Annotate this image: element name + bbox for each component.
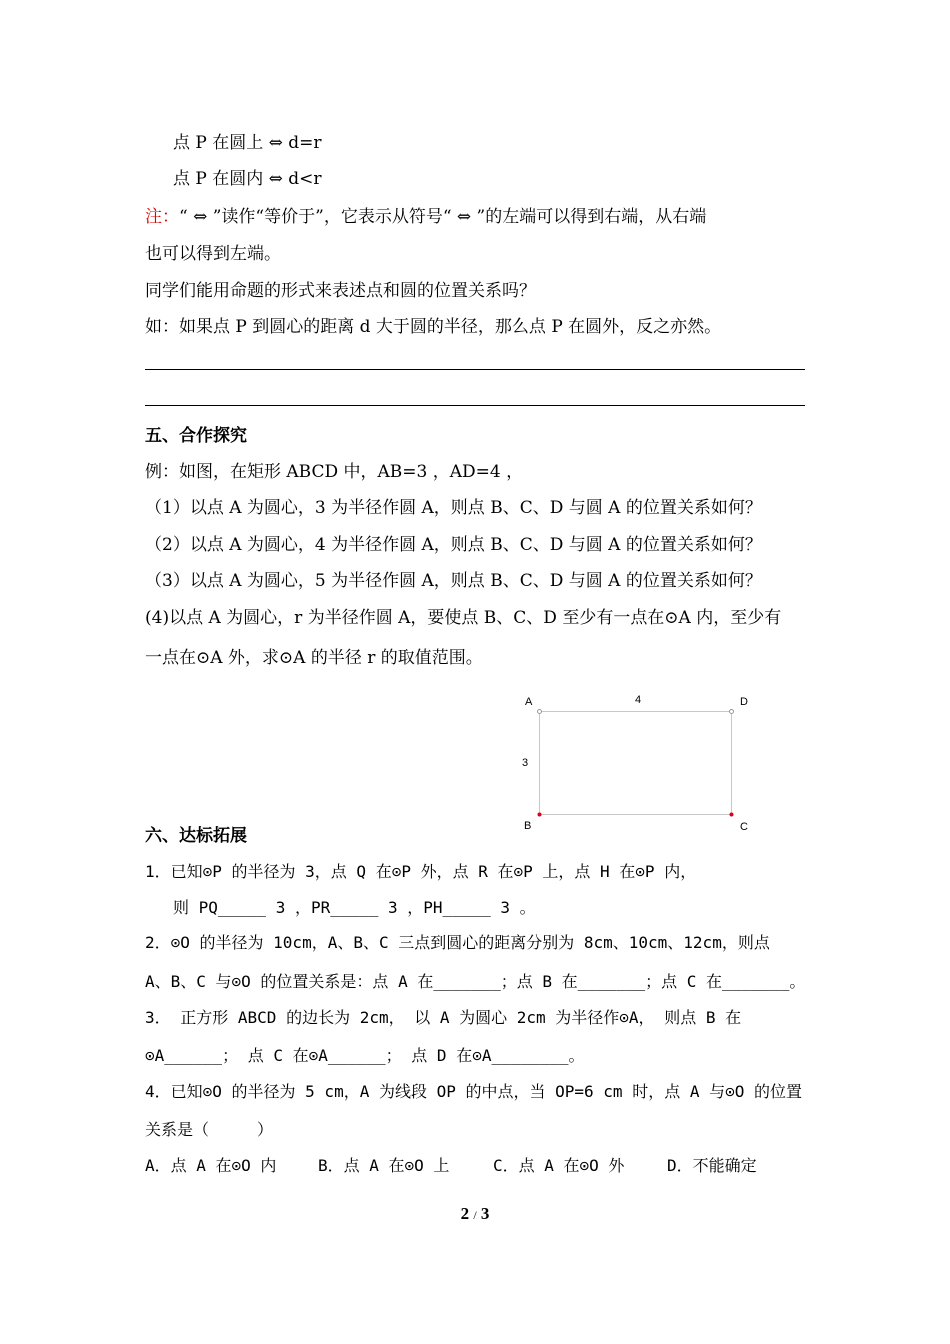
vertex-b-label: B [524,820,532,832]
problem-1-line-1: 1．已知⊙P 的半径为 3，点 Q 在⊙P 外，点 R 在⊙P 上，点 H 在⊙P 内， [145,862,697,881]
note-paragraph [145,206,706,228]
question-2: （2）以点 A 为圆心，4 为半径作圆 A，则点 B、C、D 与圆 A 的位置关系如何？ [145,535,762,555]
problem-3-line-2: ⊙A______； 点 C 在⊙A______； 点 D 在⊙A________。 [145,1046,585,1065]
rectangle-abcd-figure [510,685,770,835]
problem-4-line-2: 关系是（ ） [145,1120,274,1139]
vertex-d-point [730,710,734,714]
option-d: D．不能确定 [667,1156,757,1175]
question-3: （3）以点 A 为圆心，5 为半径作圆 A，则点 B、C、D 与圆 A 的位置关系如何？ [145,571,762,591]
side-ab-length-label: 3 [522,757,529,769]
proposition-example: 如：如果点 P 到圆心的距离 d 大于圆的半径，那么点 P 在圆外，反之亦然。 [145,317,722,337]
problem-4-line-1: 4．已知⊙O 的半径为 5 cm，A 为线段 OP 的中点，当 OP=6 cm 时，点 A 与⊙O 的位置 [145,1082,802,1101]
note-text-continued: 也可以得到左端。 [145,244,281,264]
answer-line-2 [145,405,805,406]
section-heading-extension: 六、达标拓展 [145,826,247,846]
page-total: 3 [480,1204,490,1223]
note-text: “ ⇔ ”读作“等价于”，它表示从符号“ ⇔ ”的左端可以得到右端，从右端 [179,207,707,227]
option-a: A．点 A 在⊙O 内 [145,1156,277,1175]
statement-in-circle: 点 P 在圆内 ⇔ d<r [173,169,322,189]
page-current: 2 [460,1204,470,1223]
option-b: B．点 A 在⊙O 上 [318,1156,450,1175]
option-c: C．点 A 在⊙O 外 [493,1156,625,1175]
problem-3-line-1: 3． 正方形 ABCD 的边长为 2cm， 以 A 为圆心 2cm 为半径作⊙A， 则点 B 在 [145,1008,742,1027]
problem-2-line-1: 2．⊙O 的半径为 10cm，A、B、C 三点到圆心的距离分别为 8cm、10cm、12cm，则点 [145,933,770,952]
rectangle-outline [540,712,732,815]
question-1: （1）以点 A 为圆心，3 为半径作圆 A，则点 B、C、D 与圆 A 的位置关系如何？ [145,498,762,518]
question-4-line-2: 一点在⊙A 外，求⊙A 的半径 r 的取值范围。 [145,648,483,668]
section-heading-cooperative-inquiry: 五、合作探究 [145,426,247,446]
answer-line-1 [145,369,805,370]
side-ad-length-label: 4 [635,694,642,706]
problem-2-line-2: A、B、C 与⊙O 的位置关系是：点 A 在_______；点 B 在_______；点 C 在_______。 [145,972,806,991]
statement-on-circle: 点 P 在圆上 ⇔ d=r [173,133,322,153]
problem-1-line-2: 则 PQ_____ 3 ，PR_____ 3 ，PH_____ 3 。 [173,898,536,917]
vertex-c-label: C [740,821,748,833]
proposition-question: 同学们能用命题的形式来表述点和圆的位置关系吗？ [145,281,536,301]
vertex-c-point [730,813,734,817]
example-statement: 例：如图，在矩形 ABCD 中，AB=3 ，AD=4 ， [145,462,524,482]
page-number [0,1204,950,1224]
vertex-d-label: D [740,696,748,708]
vertex-a-point [538,710,542,714]
vertex-a-label: A [525,696,533,708]
page-separator: / [473,1208,477,1222]
question-4-line-1: (4)以点 A 为圆心，r 为半径作圆 A，要使点 B、C、D 至少有一点在⊙A 内，至少有 [145,608,782,628]
note-label: 注： [145,207,179,227]
vertex-b-point [538,813,542,817]
